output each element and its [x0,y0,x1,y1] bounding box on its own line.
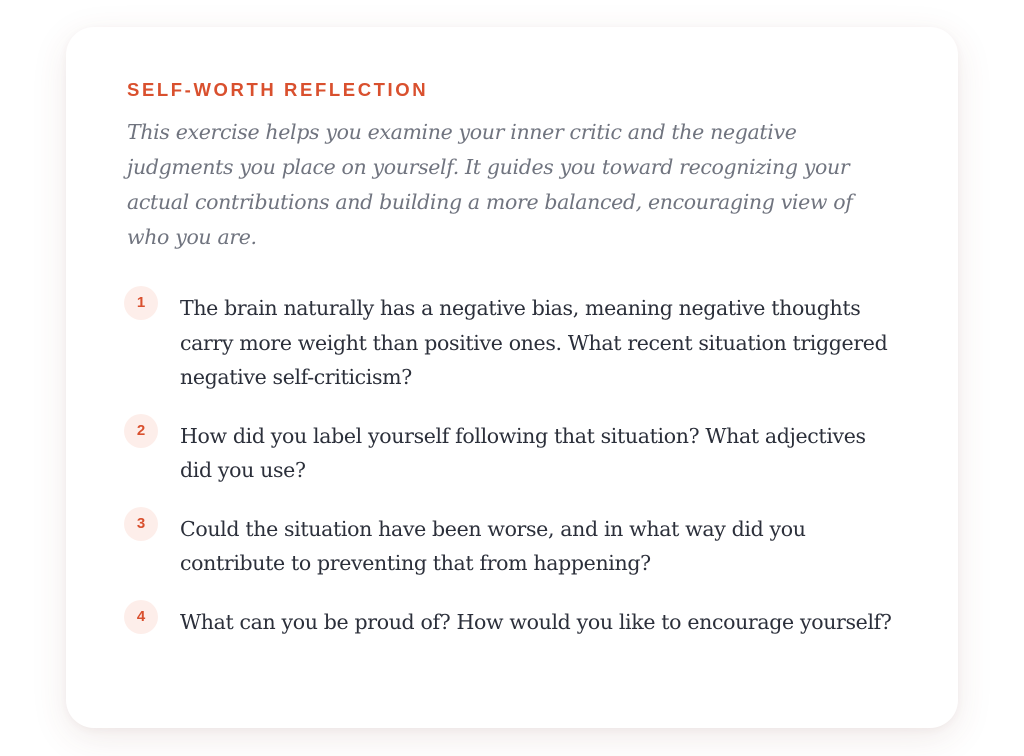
question-number-badge: 3 [124,507,158,541]
question-item-4 [127,605,898,640]
question-number-badge: 4 [124,600,158,634]
question-number-badge: 2 [124,414,158,448]
question-item-2 [127,419,898,488]
card-eyebrow-title: SELF-WORTH REFLECTION [127,79,429,100]
reflection-card [66,27,958,728]
question-text: What can you be proud of? How would you like to encourage yourself? [180,609,892,634]
question-list [127,291,898,639]
question-number-badge: 1 [124,286,158,320]
question-text: How did you label yourself following that situation? What adjectives did you use? [180,423,866,482]
question-item-1 [127,291,898,395]
card-intro-text: This exercise helps you examine your inner critic and the negative judgments you place on yourself. It guides you toward recognizing your actual contributions and building a more balanced, encouraging view of who you are. [127,120,853,249]
question-text: The brain naturally has a negative bias, meaning negative thoughts carry more weight than positive ones. What recent situation triggered negative self-criticism? [180,296,888,389]
question-text: Could the situation have been worse, and in what way did you contribute to preventing that from happening? [180,516,806,575]
question-item-3 [127,512,898,581]
